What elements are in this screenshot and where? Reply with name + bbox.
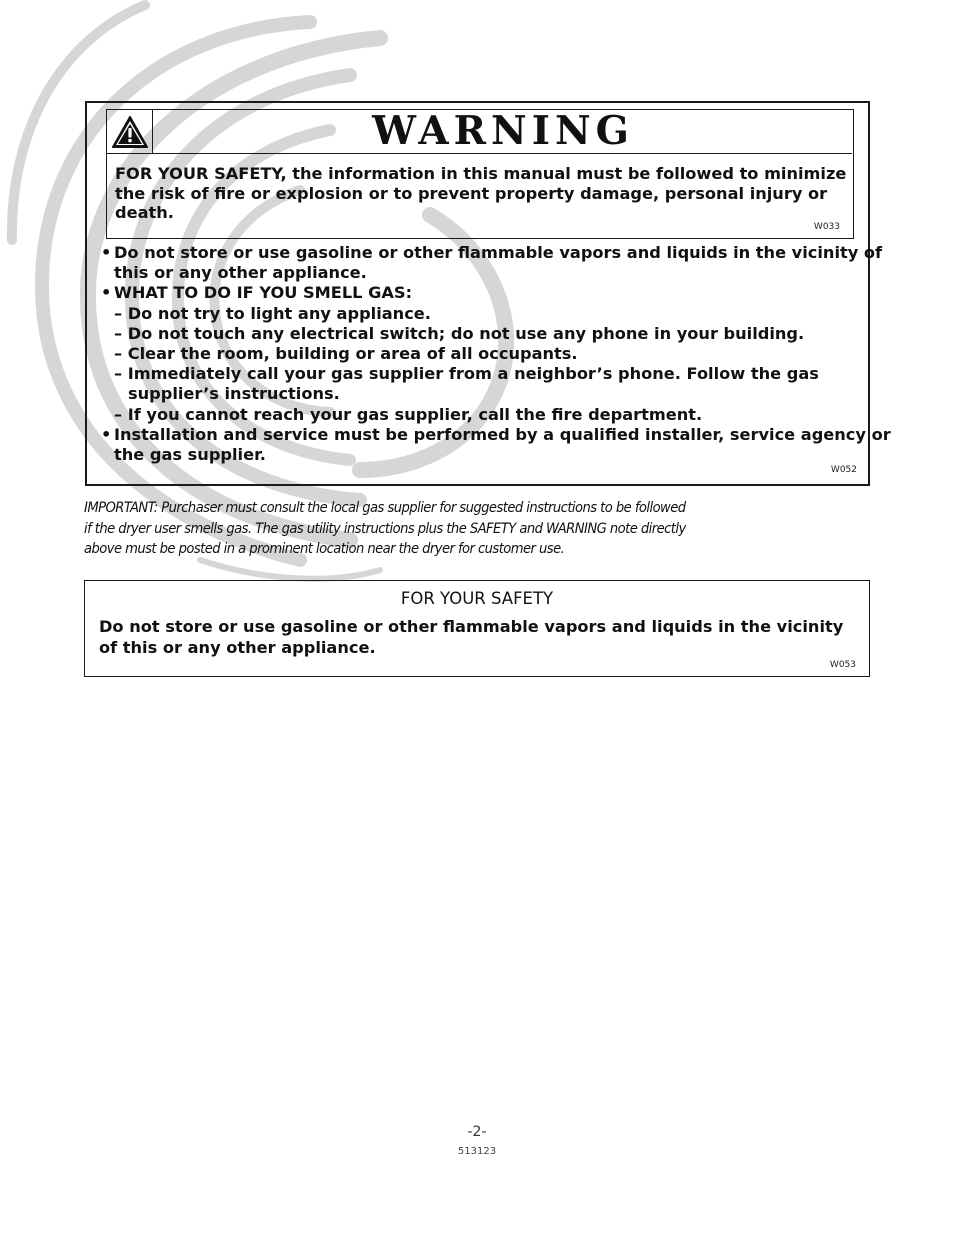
bullet: • <box>101 243 112 262</box>
safety-text: Do not store or use gasoline or other flammable vapors and liquids in the vicinity of this or any other appliance. <box>99 617 844 657</box>
warning-triangle-icon <box>111 115 149 149</box>
list-item <box>101 243 883 263</box>
sub-item: – Do not try to light any appliance. <box>114 303 431 323</box>
list-item <box>101 283 861 303</box>
safety-title: FOR YOUR SAFETY <box>400 589 554 608</box>
warning-intro: FOR YOUR SAFETY, the information in this manual must be followed to minimize the risk of fire or explosion or to prevent property damage, personal injury or death. <box>115 164 847 222</box>
sub-item: – Do not touch any electrical switch; do not use any phone in your building. <box>114 323 805 343</box>
warning-intro-code: W033 <box>813 222 840 232</box>
warning-safety-panel <box>106 109 854 239</box>
alert-icon-cell <box>107 110 153 153</box>
warning-box <box>85 101 891 486</box>
bullet: • <box>101 424 112 444</box>
sub-item: – If you cannot reach your gas supplier, call the fire department. <box>114 404 703 424</box>
page-number: -2- <box>467 1124 487 1140</box>
safety-code: W053 <box>829 660 856 670</box>
sub-item: – Clear the room, building or area of all occupants. <box>114 344 578 364</box>
important-line: above must be posted in a prominent location near the dryer for customer use. <box>84 540 565 558</box>
list-item-text: this or any other appliance. <box>114 263 367 283</box>
document-number: 513123 <box>457 1146 497 1157</box>
warning-header <box>107 110 852 154</box>
sub-item: – Immediately call your gas supplier from a neighbor’s phone. Follow the gas <box>114 364 819 384</box>
bullet: • <box>101 283 112 303</box>
important-line: IMPORTANT: Purchaser must consult the local gas supplier for suggested instructions to be followed <box>84 499 686 516</box>
warning-list <box>101 243 891 465</box>
list-item-text: Do not store or use gasoline or other flammable vapors and liquids in the vicinity of <box>114 243 883 262</box>
important-note <box>84 498 884 560</box>
important-line: if the dryer user smells gas. The gas utility instructions plus the SAFETY and WARNING note directly <box>84 519 686 537</box>
sub-item-text: supplier’s instructions. <box>128 384 340 404</box>
list-item-text: WHAT TO DO IF YOU SMELL GAS: <box>114 283 413 303</box>
list-item-text: the gas supplier. <box>114 445 266 465</box>
warning-list-code: W052 <box>830 465 857 475</box>
list-item <box>101 424 891 445</box>
warning-title: WARNING <box>372 108 634 154</box>
list-item-text: Installation and service must be performed by a qualified installer, service agency or <box>114 424 891 444</box>
safety-box <box>84 580 870 677</box>
